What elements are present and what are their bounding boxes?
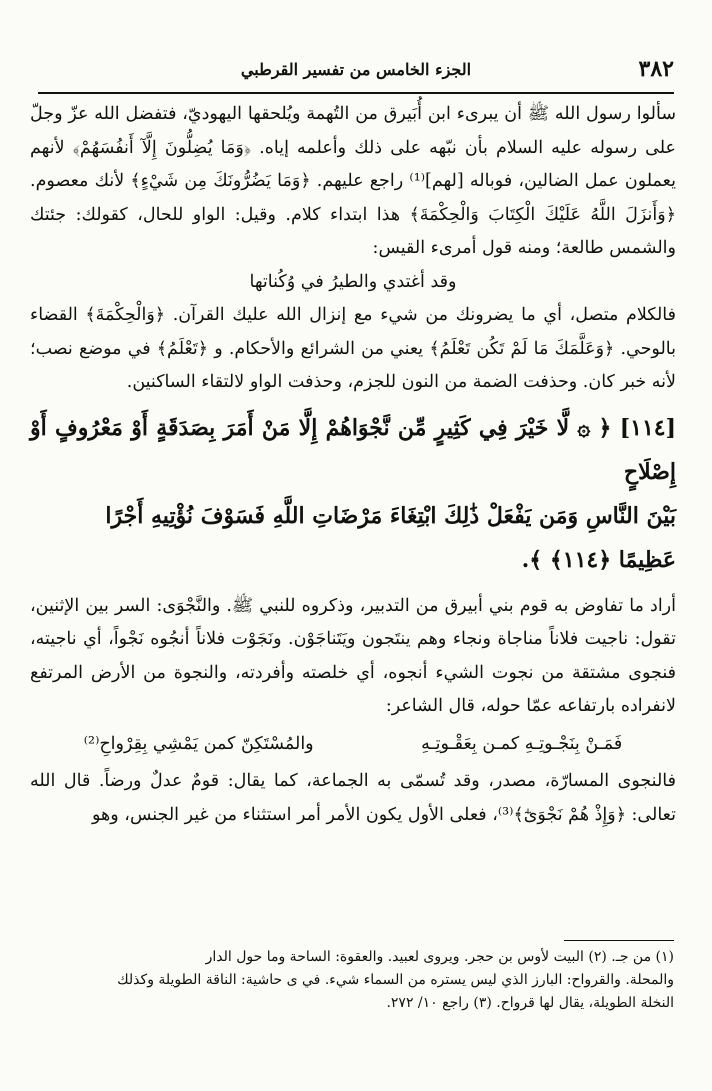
quran-verse-block bbox=[30, 406, 676, 582]
footnote-line: والمحلة. والقرواح: البارز الذي ليس يستره من السماء شيء. في ى حاشية: الناقة الطويلة وكذلك bbox=[117, 972, 674, 988]
verse-line: [١١٤] ﴿ ۞ لَّا خَيْرَ فِي كَثِيرٍ مِّن نَّجْوَاهُمْ إِلَّا مَنْ أَمَرَ بِصَدَقَةٍ أَوْ مَعْرُوفٍ أَوْ إِصْلَاحٍ bbox=[30, 414, 676, 485]
poem-hemistich-first: فَمَـنْ بِنَجْـوتِـهِ كمـن بِعَقْـوتِـهِ bbox=[421, 733, 623, 754]
paragraph: سألوا رسول الله ﷺ أن يبرىء ابن أُبَيرق من التُهمة ويُلحقها اليهوديّ، فتفضل الله عزّ وجلّ على رسوله عليه السلام بأن نبّهه على ذلك وأعلمه إياه. ﴿وَمَا يُضِلُّونَ إِلَّآ أَنفُسَهُمْ﴾ لأنهم يعملون عمل الضالين، فوباله [لهم]⁽¹⁾ راجع عليهم. ﴿وَمَا يَضُرُّونَكَ مِن شَيْءٍ﴾ لأنك معصوم. ﴿وَأَنزَلَ اللَّهُ عَلَيْكَ الْكِتَابَ وَالْحِكْمَةَ﴾ هذا ابتداء كلام. وقيل: الواو للحال، كقولك: جئتك والشمس طالعة؛ ومنه قول أمرىء القيس: bbox=[30, 104, 676, 258]
poem-hemistich-second: والمُسْتَكِنّ كمن يَمْشِي بِقِرْواحِ⁽²⁾ bbox=[83, 733, 314, 754]
poem-line: وقد أغتدي والطيرُ في وُكُناتها bbox=[249, 271, 457, 292]
poem-verse bbox=[30, 728, 676, 762]
paragraph: فالكلام متصل، أي ما يضرونك من شيء مع إنزال الله عليك القرآن. ﴿وَالْحِكْمَةَ﴾ القضاء بالوحي. ﴿وَعَلَّمَكَ مَا لَمْ تَكُن تَعْلَمُ﴾ يعني من الشرائع والأحكام. و ﴿تَعْلَمُ﴾ في موضع نصب؛ لأنه خبر كان. وحذفت الضمة من النون للجزم، وحذفت الواو لالتقاء الساكنين. bbox=[30, 305, 676, 392]
verse-line: بَيْنَ النَّاسِ وَمَن يَفْعَلْ ذَٰلِكَ ابْتِغَاءَ مَرْضَاتِ اللَّهِ فَسَوْفَ نُؤْتِيهِ أَجْرًا bbox=[105, 502, 676, 529]
main-text bbox=[30, 98, 676, 832]
footnotes bbox=[34, 946, 674, 1015]
footnote-line: النخلة الطويلة، يقال لها قرواح. (٣) راجع ١٠/ ٢٧٢. bbox=[386, 995, 674, 1011]
paragraph: أراد ما تفاوض به قوم بني أبيرق من التدبير، وذكروه للنبي ﷺ. والنَّجْوَى: السر بين الإثنين، تقول: ناجيت فلاناً مناجاة ونجاء وهم ينتَجون ويَتَناجَوْن. ونَجَوْت فلاناً أنجُوه نَجْواً، أي ناجيته، فنجوى مشتقة من نجوت الشيء أنجوه، أي خلصته وأفردته، والنجوة من الأرض المرتفع لانفراده بارتفاعه عمّا حوله، قال الشاعر: bbox=[30, 595, 676, 716]
paragraph: فالنجوى المسارّة، مصدر، وقد تُسمّى به الجماعة، كما يقال: قومٌ عدلٌ ورضاً. قال الله تعالى: ﴿وَإِذْ هُمْ نَجْوَىٰٓ﴾⁽³⁾، فعلى الأول يكون الأمر أمر استثناء من غير الجنس، وهو bbox=[30, 771, 676, 825]
footnote-separator bbox=[564, 940, 674, 941]
footnote-line: (١) من جـ. (٢) البيت لأوس بن حجر. ويروى لعبيد. والعقوة: الساحة وما حول الدار bbox=[205, 949, 674, 965]
running-title: الجزء الخامس من تفسير القرطبي bbox=[240, 60, 472, 79]
verse-line: عَظِيمًا ﴿١١٤﴾ ﴾. bbox=[521, 546, 676, 573]
page-number: ٣٨٢ bbox=[638, 56, 674, 82]
page-header bbox=[38, 56, 674, 94]
